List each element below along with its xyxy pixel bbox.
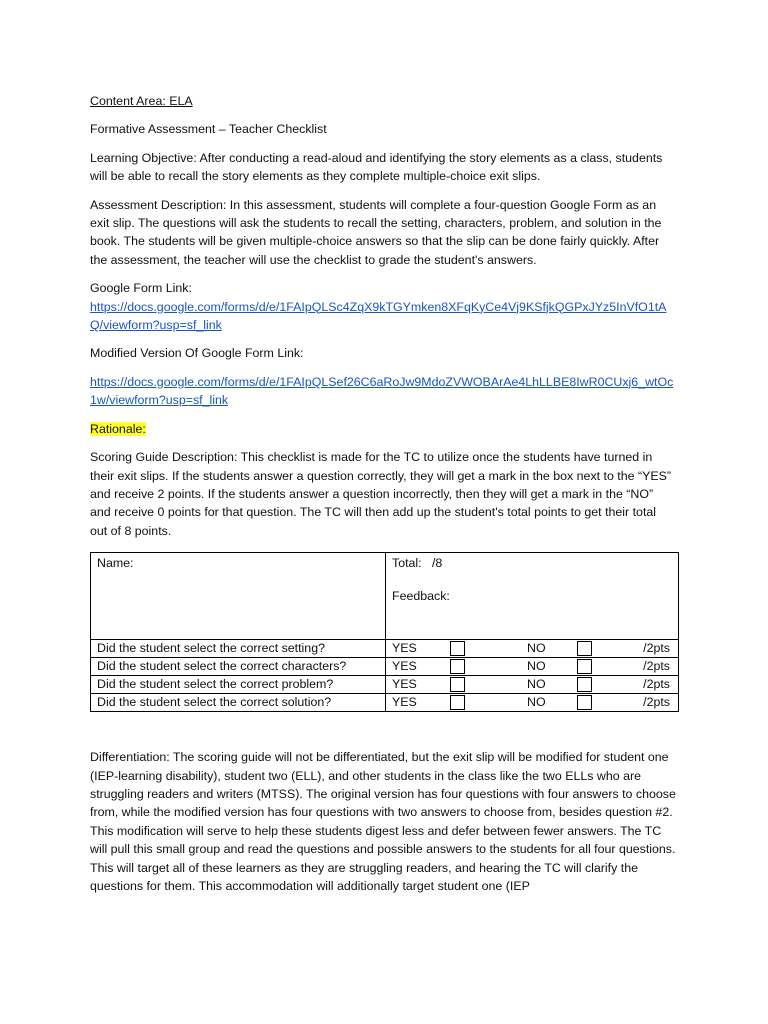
checklist-row: [91, 640, 679, 658]
points-label: /2pts: [643, 695, 670, 710]
google-form-link-label: Google Form Link:: [90, 281, 192, 296]
yes-label: YES: [392, 695, 417, 710]
yes-label: YES: [392, 677, 417, 692]
no-checkbox[interactable]: [577, 677, 592, 692]
scoring-guide-description: Scoring Guide Description: This checklist is made for the TC to utilize once the students have turned in their exit slips. If the students answer a question correctly, they will get a mark in the box next to the “YES” and receive 2 points. If the students answer a question incorrectly, then they will get a mark in the “NO” and receive 0 points for that question. The TC will then add up the student's total points to get their total out of 8 points.: [90, 450, 672, 538]
question-cell: Did the student select the correct characters?: [91, 658, 386, 676]
rationale-label: Rationale:: [90, 421, 146, 436]
no-label: NO: [527, 695, 546, 710]
yes-checkbox[interactable]: [450, 677, 465, 692]
differentiation-paragraph: Differentiation: The scoring guide will not be differentiated, but the exit slip will be modified for student one (IEP-learning disability), student two (ELL), and other students in the class like the two ELLs who are struggling readers and writers (MTSS). The original version has four questions with four answers to choose from, while the modified version has four questions with two answers to choose from, besides question #2. This modification will serve to help these students digest less and defer between fewer answers. The TC will pull this small group and read the questions and possible answers to the students for all four questions. This will target all of these learners as they are struggling readers, and hearing the TC will clarify the questions for them. This accommodation will additionally target student one (IEP: [90, 750, 676, 893]
question-cell: Did the student select the correct problem?: [91, 676, 386, 694]
yes-checkbox[interactable]: [450, 659, 465, 674]
answer-cell: [386, 694, 679, 712]
answer-cell: [386, 640, 679, 658]
no-label: NO: [527, 659, 546, 674]
points-label: /2pts: [643, 677, 670, 692]
yes-label: YES: [392, 659, 417, 674]
document-title: Formative Assessment – Teacher Checklist: [90, 122, 327, 137]
points-label: /2pts: [643, 641, 670, 656]
yes-checkbox[interactable]: [450, 641, 465, 656]
modified-form-link-label: Modified Version Of Google Form Link:: [90, 346, 304, 361]
answer-cell: [386, 658, 679, 676]
modified-form-link[interactable]: https://docs.google.com/forms/d/e/1FAIpQLSef26C6aRoJw9MdoZVWOBArAe4LhLLBE8IwR0CUxj6_wtOc1w/viewform?usp=sf_link: [90, 374, 674, 408]
document-body: [90, 92, 676, 905]
assessment-description: Assessment Description: In this assessment, students will complete a four-question Google Form as an exit slip. The questions will ask the students to recall the setting, characters, problem, and solution in the book. The students will be given multiple-choice answers so that the slip can be done fairly quickly. After the assessment, the teacher will use the checklist to grade the student's answers.: [90, 197, 662, 267]
checklist-row: [91, 658, 679, 676]
no-label: NO: [527, 641, 546, 656]
no-label: NO: [527, 677, 546, 692]
google-form-link-block: [90, 279, 676, 334]
learning-objective: Learning Objective: After conducting a read-aloud and identifying the story elements as a class, students will be able to recall the story elements as they complete multiple-choice exit slips.: [90, 150, 663, 184]
modified-form-link-block: [90, 373, 676, 410]
name-cell: [91, 553, 386, 640]
checklist-row: [91, 694, 679, 712]
yes-label: YES: [392, 641, 417, 656]
yes-checkbox[interactable]: [450, 695, 465, 710]
rationale-block: [90, 420, 676, 438]
no-checkbox[interactable]: [577, 659, 592, 674]
no-checkbox[interactable]: [577, 695, 592, 710]
answer-cell: [386, 676, 679, 694]
points-label: /2pts: [643, 659, 670, 674]
no-checkbox[interactable]: [577, 641, 592, 656]
feedback-label: Feedback:: [392, 589, 450, 604]
checklist-header-row: [91, 553, 679, 640]
google-form-link[interactable]: https://docs.google.com/forms/d/e/1FAIpQLSc4ZqX9kTGYmken8XFqKyCe4Vj9KSfjkQGPxJYz5InVfO1tAQ/viewform?usp=sf_link: [90, 299, 667, 333]
name-label: Name:: [97, 556, 134, 571]
teacher-checklist-table: [90, 552, 679, 712]
total-cell: [386, 553, 679, 640]
total-label: Total: /8: [392, 556, 443, 571]
checklist-row: [91, 676, 679, 694]
question-cell: Did the student select the correct setting?: [91, 640, 386, 658]
question-cell: Did the student select the correct solution?: [91, 694, 386, 712]
content-area-heading: Content Area: ELA: [90, 94, 193, 108]
